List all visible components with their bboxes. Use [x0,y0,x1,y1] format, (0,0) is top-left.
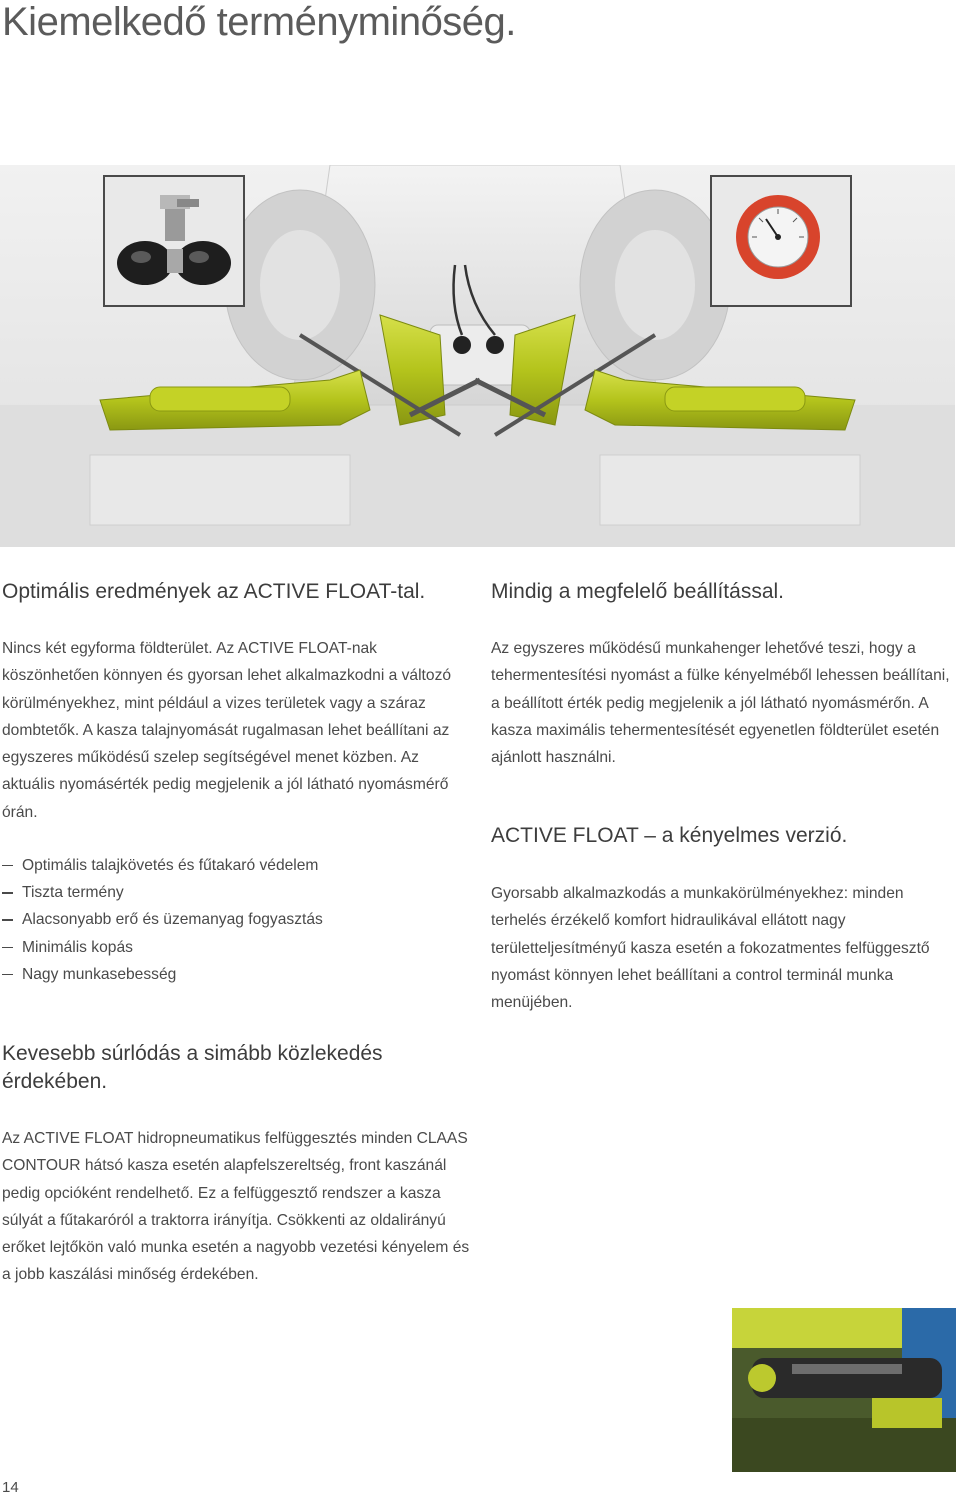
list-item: Minimális kopás [2,934,472,961]
right-heading-1: Mindig a megfelelő beállítással. [491,580,784,603]
left-paragraph: Nincs két egyforma földterület. Az ACTIVE FLOAT-nak köszönhetően könnyen és gyorsan lehet alkalmazkodni a változó körülményekhez, mint például a vizes területek vagy a száraz dombtetők. A kasza talajnyomását rugalmasan lehet beállítani az egyszeres működésű szelep segítségével menet közben. Az aktuális nyomásérték pedig megjelenik a jól látható nyomásmérő órán. [2,640,452,821]
benefit-list [2,852,472,988]
cylinder-photo [732,1308,956,1472]
hydraulic-cylinder-image [732,1308,956,1472]
right-paragraph-2: Gyorsabb alkalmazkodás a munkakörülményekhez: minden terhelés érzékelő komfort hidraulikával ellátott nagy területteljesítményű kasza esetén a fokozatmentes felfüggesztő nyomást könnyen lehet beállítani a control terminál munka menüjében. [491,885,930,1012]
valve-inset [103,175,245,307]
page-title: Kiemelkedő terményminőség. [2,0,516,44]
hero-illustration [0,165,955,547]
bottom-heading: Kevesebb súrlódás a simább közlekedés érdekében. [2,1042,383,1093]
right-paragraph-1: Az egyszeres működésű munkahenger lehetővé teszi, hogy a tehermentesítési nyomást a fülke kényelméből lehessen beállítani, a beállított érték pedig megjelenik a jól látható nyomásmérőn. A kasza maximális tehermentesítését egyenetlen földterület esetén ajánlott használni. [491,640,950,767]
list-item: Nagy munkasebesség [2,961,472,988]
valve-icon [105,177,243,305]
page-number: 14 [2,1479,19,1496]
list-item: Optimális talajkövetés és fűtakaró védelem [2,852,472,879]
pressure-gauge-inset [710,175,852,307]
pressure-gauge-icon [712,177,850,305]
right-heading-2: ACTIVE FLOAT – a kényelmes verzió. [491,824,848,847]
list-item: Tiszta termény [2,879,472,906]
left-heading: Optimális eredmények az ACTIVE FLOAT-tal. [2,580,426,603]
list-item: Alacsonyabb erő és üzemanyag fogyasztás [2,906,472,933]
bottom-paragraph: Az ACTIVE FLOAT hidropneumatikus felfüggesztés minden CLAAS CONTOUR hátsó kasza esetén alapfelszereltség, front kaszánál pedig opcióként rendelhető. Ez a felfüggesztő rendszer a kasza súlyát a fűtakaróról a traktorra irányítja. Csökkenti az oldalirányú erőket lejtőkön való munka esetén a nagyobb vezetési kényelem és a jobb kaszálási minőség érdekében. [2,1130,470,1284]
